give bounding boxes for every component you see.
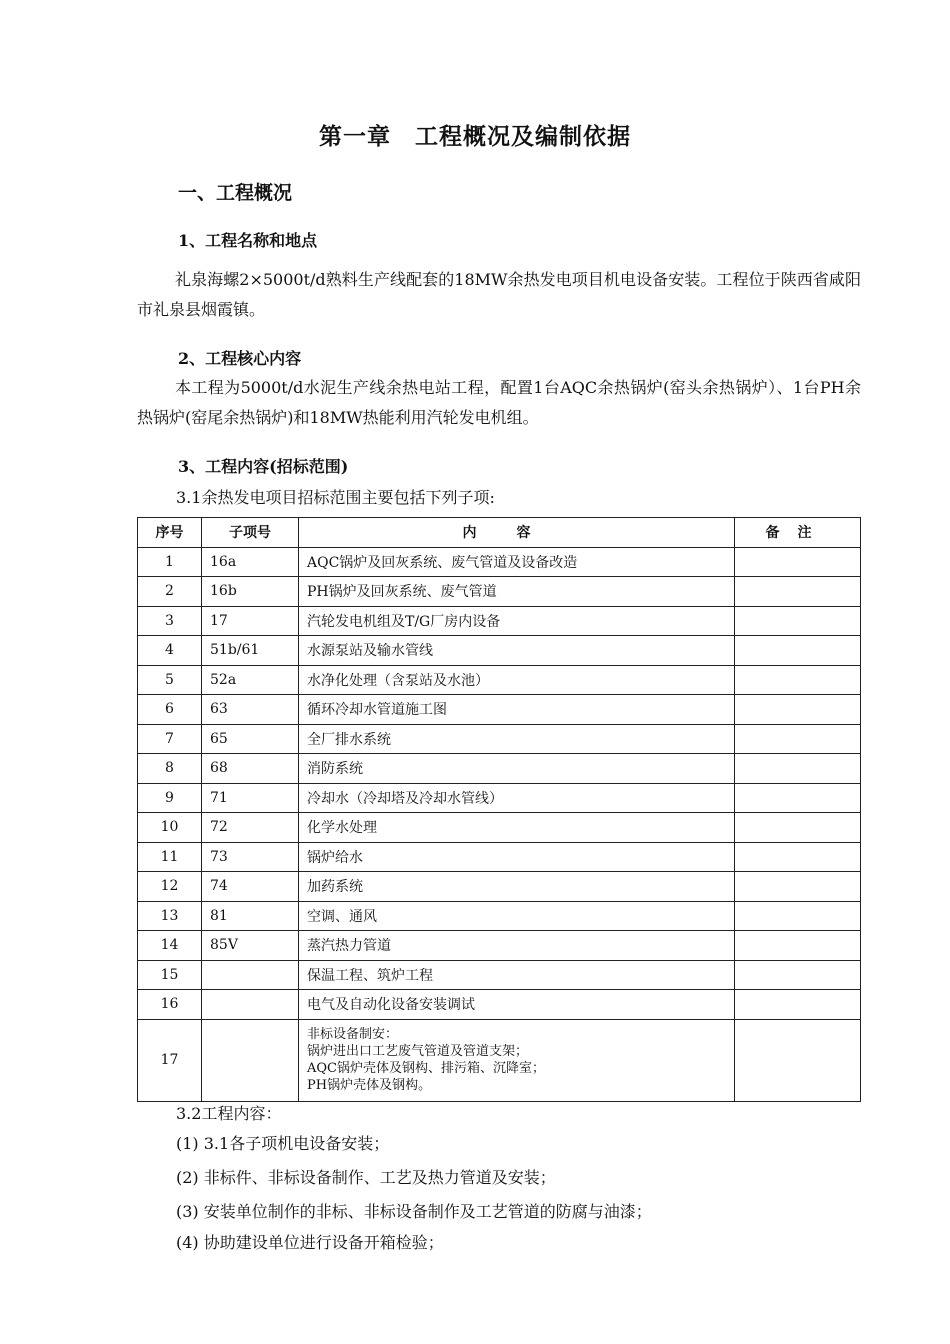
cell-remark bbox=[735, 1019, 861, 1101]
table-header-row bbox=[138, 518, 861, 548]
cell-content: 锅炉给水 bbox=[299, 842, 735, 872]
header-content: 内容 bbox=[299, 518, 735, 548]
cell-code: 65 bbox=[202, 724, 299, 754]
cell-content: 电气及自动化设备安装调试 bbox=[299, 990, 735, 1020]
table-row bbox=[138, 1019, 861, 1101]
heading-project-name: 1、工程名称和地点 bbox=[178, 231, 318, 250]
header-remark: 备注 bbox=[735, 518, 861, 548]
cell-remark bbox=[735, 990, 861, 1020]
table-row bbox=[138, 931, 861, 961]
cell-code: 63 bbox=[202, 695, 299, 725]
table-row bbox=[138, 872, 861, 902]
cell-no: 17 bbox=[138, 1019, 202, 1101]
cell-no: 9 bbox=[138, 783, 202, 813]
cell-content: PH锅炉及回灰系统、废气管道 bbox=[299, 577, 735, 607]
cell-content bbox=[299, 1019, 735, 1101]
work-item: (1) 3.1各子项机电设备安装； bbox=[176, 1134, 390, 1153]
cell-code: 17 bbox=[202, 606, 299, 636]
cell-content: 全厂排水系统 bbox=[299, 724, 735, 754]
table-row bbox=[138, 724, 861, 754]
cell-content: 水净化处理（含泵站及水池） bbox=[299, 665, 735, 695]
cell-content: 保温工程、筑炉工程 bbox=[299, 960, 735, 990]
paragraph-core-content: 本工程为5000t/d水泥生产线余热电站工程，配置1台AQC余热锅炉(窑头余热锅炉）、1台PH余热锅炉(窑尾余热锅炉)和18MW热能利用汽轮发电机组。 bbox=[137, 378, 861, 427]
table-row bbox=[138, 990, 861, 1020]
cell-no: 16 bbox=[138, 990, 202, 1020]
cell-code: 16b bbox=[202, 577, 299, 607]
cell-no: 14 bbox=[138, 931, 202, 961]
cell-content: 冷却水（冷却塔及冷却水管线） bbox=[299, 783, 735, 813]
cell-code: 81 bbox=[202, 901, 299, 931]
cell-remark bbox=[735, 724, 861, 754]
content-line: AQC锅炉壳体及钢构、排污箱、沉降室； bbox=[307, 1061, 545, 1076]
cell-remark bbox=[735, 783, 861, 813]
cell-no: 12 bbox=[138, 872, 202, 902]
cell-content: 循环冷却水管道施工图 bbox=[299, 695, 735, 725]
table-row bbox=[138, 783, 861, 813]
cell-code: 73 bbox=[202, 842, 299, 872]
cell-content: 水源泵站及输水管线 bbox=[299, 636, 735, 666]
cell-no: 1 bbox=[138, 547, 202, 577]
paragraph-project-name: 礼泉海螺2×5000t/d熟料生产线配套的18MW余热发电项目机电设备安装。工程位于陕西省咸阳市礼泉县烟霞镇。 bbox=[137, 270, 861, 319]
cell-no: 2 bbox=[138, 577, 202, 607]
cell-no: 5 bbox=[138, 665, 202, 695]
cell-content: 汽轮发电机组及T/G厂房内设备 bbox=[299, 606, 735, 636]
content-line: 锅炉进出口工艺废气管道及管道支架； bbox=[307, 1044, 529, 1059]
cell-code bbox=[202, 990, 299, 1020]
cell-code bbox=[202, 1019, 299, 1101]
table-row bbox=[138, 813, 861, 843]
cell-remark bbox=[735, 577, 861, 607]
cell-code: 16a bbox=[202, 547, 299, 577]
cell-no: 4 bbox=[138, 636, 202, 666]
table-row bbox=[138, 901, 861, 931]
cell-content: 消防系统 bbox=[299, 754, 735, 784]
cell-remark bbox=[735, 872, 861, 902]
cell-no: 8 bbox=[138, 754, 202, 784]
cell-no: 3 bbox=[138, 606, 202, 636]
cell-remark bbox=[735, 665, 861, 695]
cell-no: 13 bbox=[138, 901, 202, 931]
work-item: (2) 非标件、非标设备制作、工艺及热力管道及安装； bbox=[176, 1168, 556, 1187]
section-title: 一、工程概况 bbox=[178, 182, 293, 204]
header-code: 子项号 bbox=[202, 518, 299, 548]
cell-no: 11 bbox=[138, 842, 202, 872]
cell-content: 空调、通风 bbox=[299, 901, 735, 931]
cell-remark bbox=[735, 754, 861, 784]
cell-content: 加药系统 bbox=[299, 872, 735, 902]
table-row bbox=[138, 695, 861, 725]
scope-intro: 3.1余热发电项目招标范围主要包括下列子项: bbox=[176, 488, 495, 507]
cell-content: 化学水处理 bbox=[299, 813, 735, 843]
cell-code: 71 bbox=[202, 783, 299, 813]
table-body bbox=[138, 547, 861, 1019]
cell-remark bbox=[735, 960, 861, 990]
cell-remark bbox=[735, 606, 861, 636]
cell-remark bbox=[735, 842, 861, 872]
table-row bbox=[138, 577, 861, 607]
heading-scope: 3、工程内容(招标范围) bbox=[178, 457, 349, 476]
cell-code: 51b/61 bbox=[202, 636, 299, 666]
table-row bbox=[138, 665, 861, 695]
cell-no: 15 bbox=[138, 960, 202, 990]
table-row bbox=[138, 754, 861, 784]
content-line: PH锅炉壳体及钢构。 bbox=[307, 1078, 432, 1093]
cell-no: 6 bbox=[138, 695, 202, 725]
cell-code bbox=[202, 960, 299, 990]
table-row bbox=[138, 960, 861, 990]
table-row bbox=[138, 547, 861, 577]
cell-content: 蒸汽热力管道 bbox=[299, 931, 735, 961]
cell-code: 74 bbox=[202, 872, 299, 902]
table-row bbox=[138, 606, 861, 636]
scope-table bbox=[137, 517, 861, 1102]
cell-no: 10 bbox=[138, 813, 202, 843]
chapter-title: 第一章 工程概况及编制依据 bbox=[319, 123, 631, 150]
work-item: (4) 协助建设单位进行设备开箱检验； bbox=[176, 1233, 444, 1252]
cell-code: 85V bbox=[202, 931, 299, 961]
cell-no: 7 bbox=[138, 724, 202, 754]
scope-sub2-heading: 3.2工程内容： bbox=[176, 1104, 282, 1123]
cell-code: 72 bbox=[202, 813, 299, 843]
cell-remark bbox=[735, 813, 861, 843]
header-no: 序号 bbox=[138, 518, 202, 548]
cell-code: 68 bbox=[202, 754, 299, 784]
cell-remark bbox=[735, 547, 861, 577]
cell-remark bbox=[735, 931, 861, 961]
cell-remark bbox=[735, 901, 861, 931]
cell-code: 52a bbox=[202, 665, 299, 695]
content-line: 非标设备制安： bbox=[307, 1027, 399, 1042]
work-item: (3) 安装单位制作的非标、非标设备制作及工艺管道的防腐与油漆； bbox=[176, 1202, 652, 1221]
heading-core-content: 2、工程核心内容 bbox=[178, 349, 302, 368]
table-row bbox=[138, 842, 861, 872]
table-row bbox=[138, 636, 861, 666]
cell-remark bbox=[735, 695, 861, 725]
cell-remark bbox=[735, 636, 861, 666]
cell-content: AQC锅炉及回灰系统、废气管道及设备改造 bbox=[299, 547, 735, 577]
